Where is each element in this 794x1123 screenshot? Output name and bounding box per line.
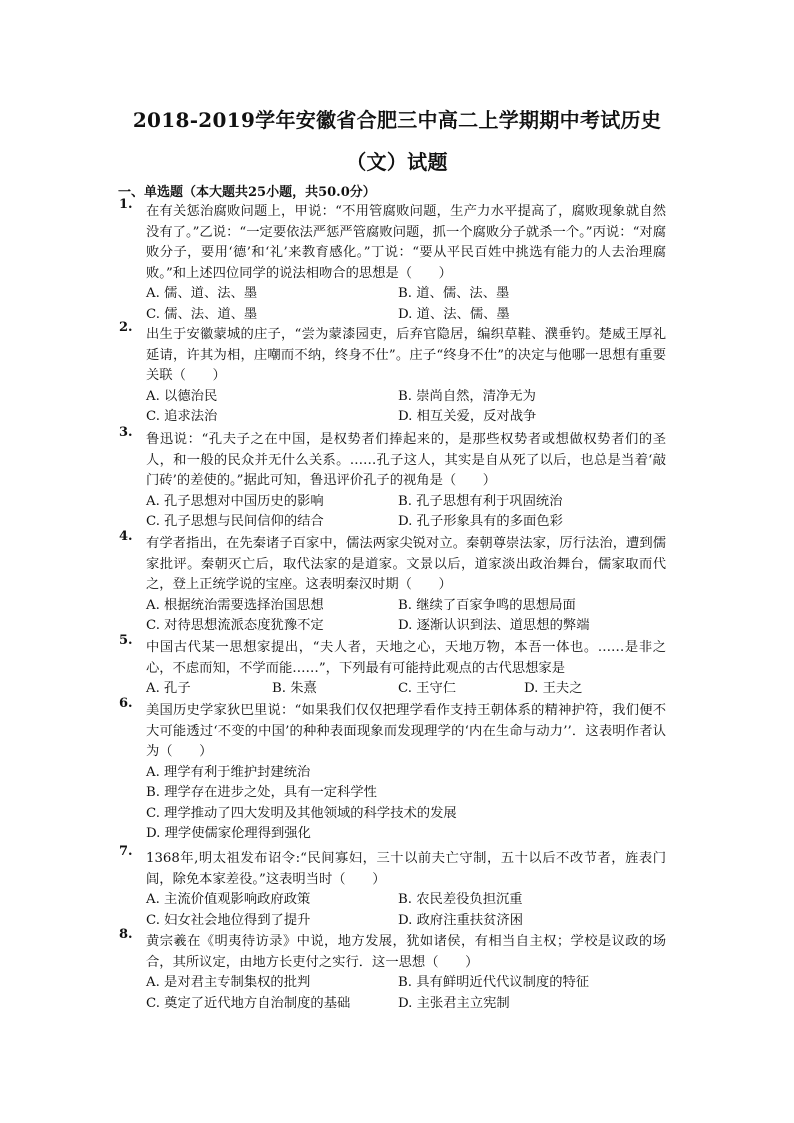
- question-4: [119, 529, 666, 637]
- option-a[interactable]: A. 根据统治需要选择治国思想: [146, 597, 324, 613]
- question-stem: 在有关惩治腐败问题上，甲说：“不用管腐败问题，生产力水平提高了，腐败现象就自然没有了。”乙说：“一定要依法严惩严管腐败问题，抓一个腐败分子就杀一个。”丙说：“对腐败分子，要用‘德’和‘礼’来教育感化。”丁说：“要从平民百姓中挑选有能力的人去治理腐败。”和上述四位同学的说法相吻合的思想是（ ）: [146, 204, 666, 281]
- option-b[interactable]: B. 朱熹: [272, 681, 317, 696]
- exam-title-line1: 2018-2019学年安徽省合肥三中高二上学期期中考试历史: [132, 108, 662, 132]
- option-d[interactable]: D. 理学使儒家伦理得到强化: [146, 826, 311, 841]
- option-d[interactable]: D. 逐渐认识到法、道思想的弊端: [398, 618, 590, 633]
- question-number: 5.: [119, 633, 133, 648]
- question-stem: 美国历史学家狄巴里说：“如果我们仅仅把理学看作支持王朝体系的精神护符，我们便不大可能透过‘不变的中国’的种种表面现象而发现理学的‘内在生命与动力’’．这表明作者认为（ ）: [146, 703, 666, 759]
- option-a[interactable]: A. 孔子: [146, 681, 191, 696]
- question-stem: 1368年,明太祖发布诏令:“民间寡妇，三十以前夫亡守制，五十以后不改节者，旌表门闾，除免本家差役。”这表明当时（ ）: [146, 851, 666, 887]
- options: [146, 890, 666, 931]
- question-3: [119, 425, 666, 533]
- options: [146, 763, 666, 845]
- question-8: [119, 927, 666, 1014]
- option-d[interactable]: D. 主张君主立宪制: [398, 995, 510, 1011]
- option-c[interactable]: C. 追求法治: [146, 409, 218, 424]
- question-5: [119, 633, 666, 700]
- question-number: 8.: [119, 927, 133, 942]
- section-heading: 一、单选题（本大题共25小题，共50.0分）: [118, 185, 376, 200]
- option-b[interactable]: B. 孔子思想有利于巩固统治: [398, 493, 563, 509]
- option-c[interactable]: C. 奠定了近代地方自治制度的基础: [146, 995, 351, 1011]
- option-a[interactable]: A. 主流价值观影响政府政策: [146, 892, 311, 907]
- question-stem: 黄宗羲在《明夷待访录》中说，地方发展，犹如诸侯，有相当自主权；学校是议政的场合，其所议定，由地方长吏付之实行．这一思想（ ）: [146, 934, 666, 970]
- question-6: [119, 696, 666, 845]
- option-b[interactable]: B. 具有鲜明近代代议制度的特征: [398, 975, 590, 990]
- option-c[interactable]: C. 孔子思想与民间信仰的结合: [146, 514, 324, 529]
- option-c[interactable]: C. 妇女社会地位得到了提升: [146, 912, 311, 928]
- option-c[interactable]: C. 理学推动了四大发明及其他领域的科学技术的发展: [146, 805, 457, 821]
- option-c[interactable]: C. 王守仁: [398, 681, 457, 696]
- option-a[interactable]: A. 是对君主专制集权的批判: [146, 975, 311, 990]
- options: [146, 679, 666, 700]
- question-number: 1.: [119, 197, 133, 212]
- question-stem: 出生于安徽蒙城的庄子，“尝为蒙漆园吏，后弃官隐居，编织草鞋、濮垂钓。楚威王厚礼延请，许其为相，庄嘲而不纳，终身不仕”。庄子“终身不仕”的决定与他哪一思想有重要关联（ ）: [146, 327, 666, 383]
- options: [146, 596, 666, 637]
- option-a[interactable]: A. 以德治民: [146, 388, 218, 404]
- option-b[interactable]: B. 道、儒、法、墨: [398, 286, 510, 301]
- option-a[interactable]: A. 孔子思想对中国历史的影响: [146, 493, 324, 509]
- option-c[interactable]: C. 儒、法、道、墨: [146, 306, 258, 322]
- question-number: 6.: [119, 696, 133, 711]
- question-2: [119, 320, 666, 428]
- options: [146, 492, 666, 533]
- option-d[interactable]: D. 相互关爱，反对战争: [398, 409, 537, 424]
- option-d[interactable]: D. 孔子形象具有的多面色彩: [398, 514, 563, 529]
- question-stem: 鲁迅说：“孔夫子之在中国，是权势者们捧起来的，是那些权势者或想做权势者们的圣人，和一般的民众并无什么关系。……孔子这人，其实是自从死了以后，也总是当着‘敲门砖’的差使的。”据此可知，鲁迅评价孔子的视角是（ ）: [146, 432, 666, 488]
- option-b[interactable]: B. 理学存在进步之处，具有一定科学性: [146, 785, 377, 800]
- question-number: 3.: [119, 425, 133, 440]
- question-7: [119, 844, 666, 931]
- options: [146, 284, 666, 325]
- question-stem: 中国古代某一思想家提出，“夫人者，天地之心，天地万物，本吾一体也。……是非之心，不虑而知，不学而能……”，下列最有可能持此观点的古代思想家是: [146, 640, 666, 676]
- option-c[interactable]: C. 对待思想流派态度犹豫不定: [146, 618, 324, 633]
- options: [146, 973, 666, 1014]
- question-number: 2.: [119, 320, 133, 335]
- options: [146, 387, 666, 428]
- question-1: [119, 197, 666, 325]
- option-a[interactable]: A. 理学有利于维护封建统治: [146, 764, 311, 780]
- question-number: 4.: [119, 529, 133, 544]
- option-a[interactable]: A. 儒、道、法、墨: [146, 286, 258, 301]
- option-b[interactable]: B. 农民差役负担沉重: [398, 892, 523, 907]
- option-d[interactable]: D. 道、法、儒、墨: [398, 306, 510, 322]
- question-number: 7.: [119, 844, 133, 859]
- exam-title-line2: （文）试题: [346, 150, 448, 174]
- option-d[interactable]: D. 王夫之: [524, 681, 583, 696]
- option-b[interactable]: B. 崇尚自然，清净无为: [398, 388, 536, 404]
- question-stem: 有学者指出，在先秦诸子百家中，儒法两家尖锐对立。秦朝尊崇法家，厉行法治，遭到儒家批评。秦朝灭亡后，取代法家的是道家。文景以后，道家淡出政治舞台，儒家取而代之，登上正统学说的宝座。这表明秦汉时期（ ）: [146, 536, 666, 592]
- option-b[interactable]: B. 继续了百家争鸣的思想局面: [398, 597, 576, 613]
- option-d[interactable]: D. 政府注重扶贫济困: [398, 912, 524, 928]
